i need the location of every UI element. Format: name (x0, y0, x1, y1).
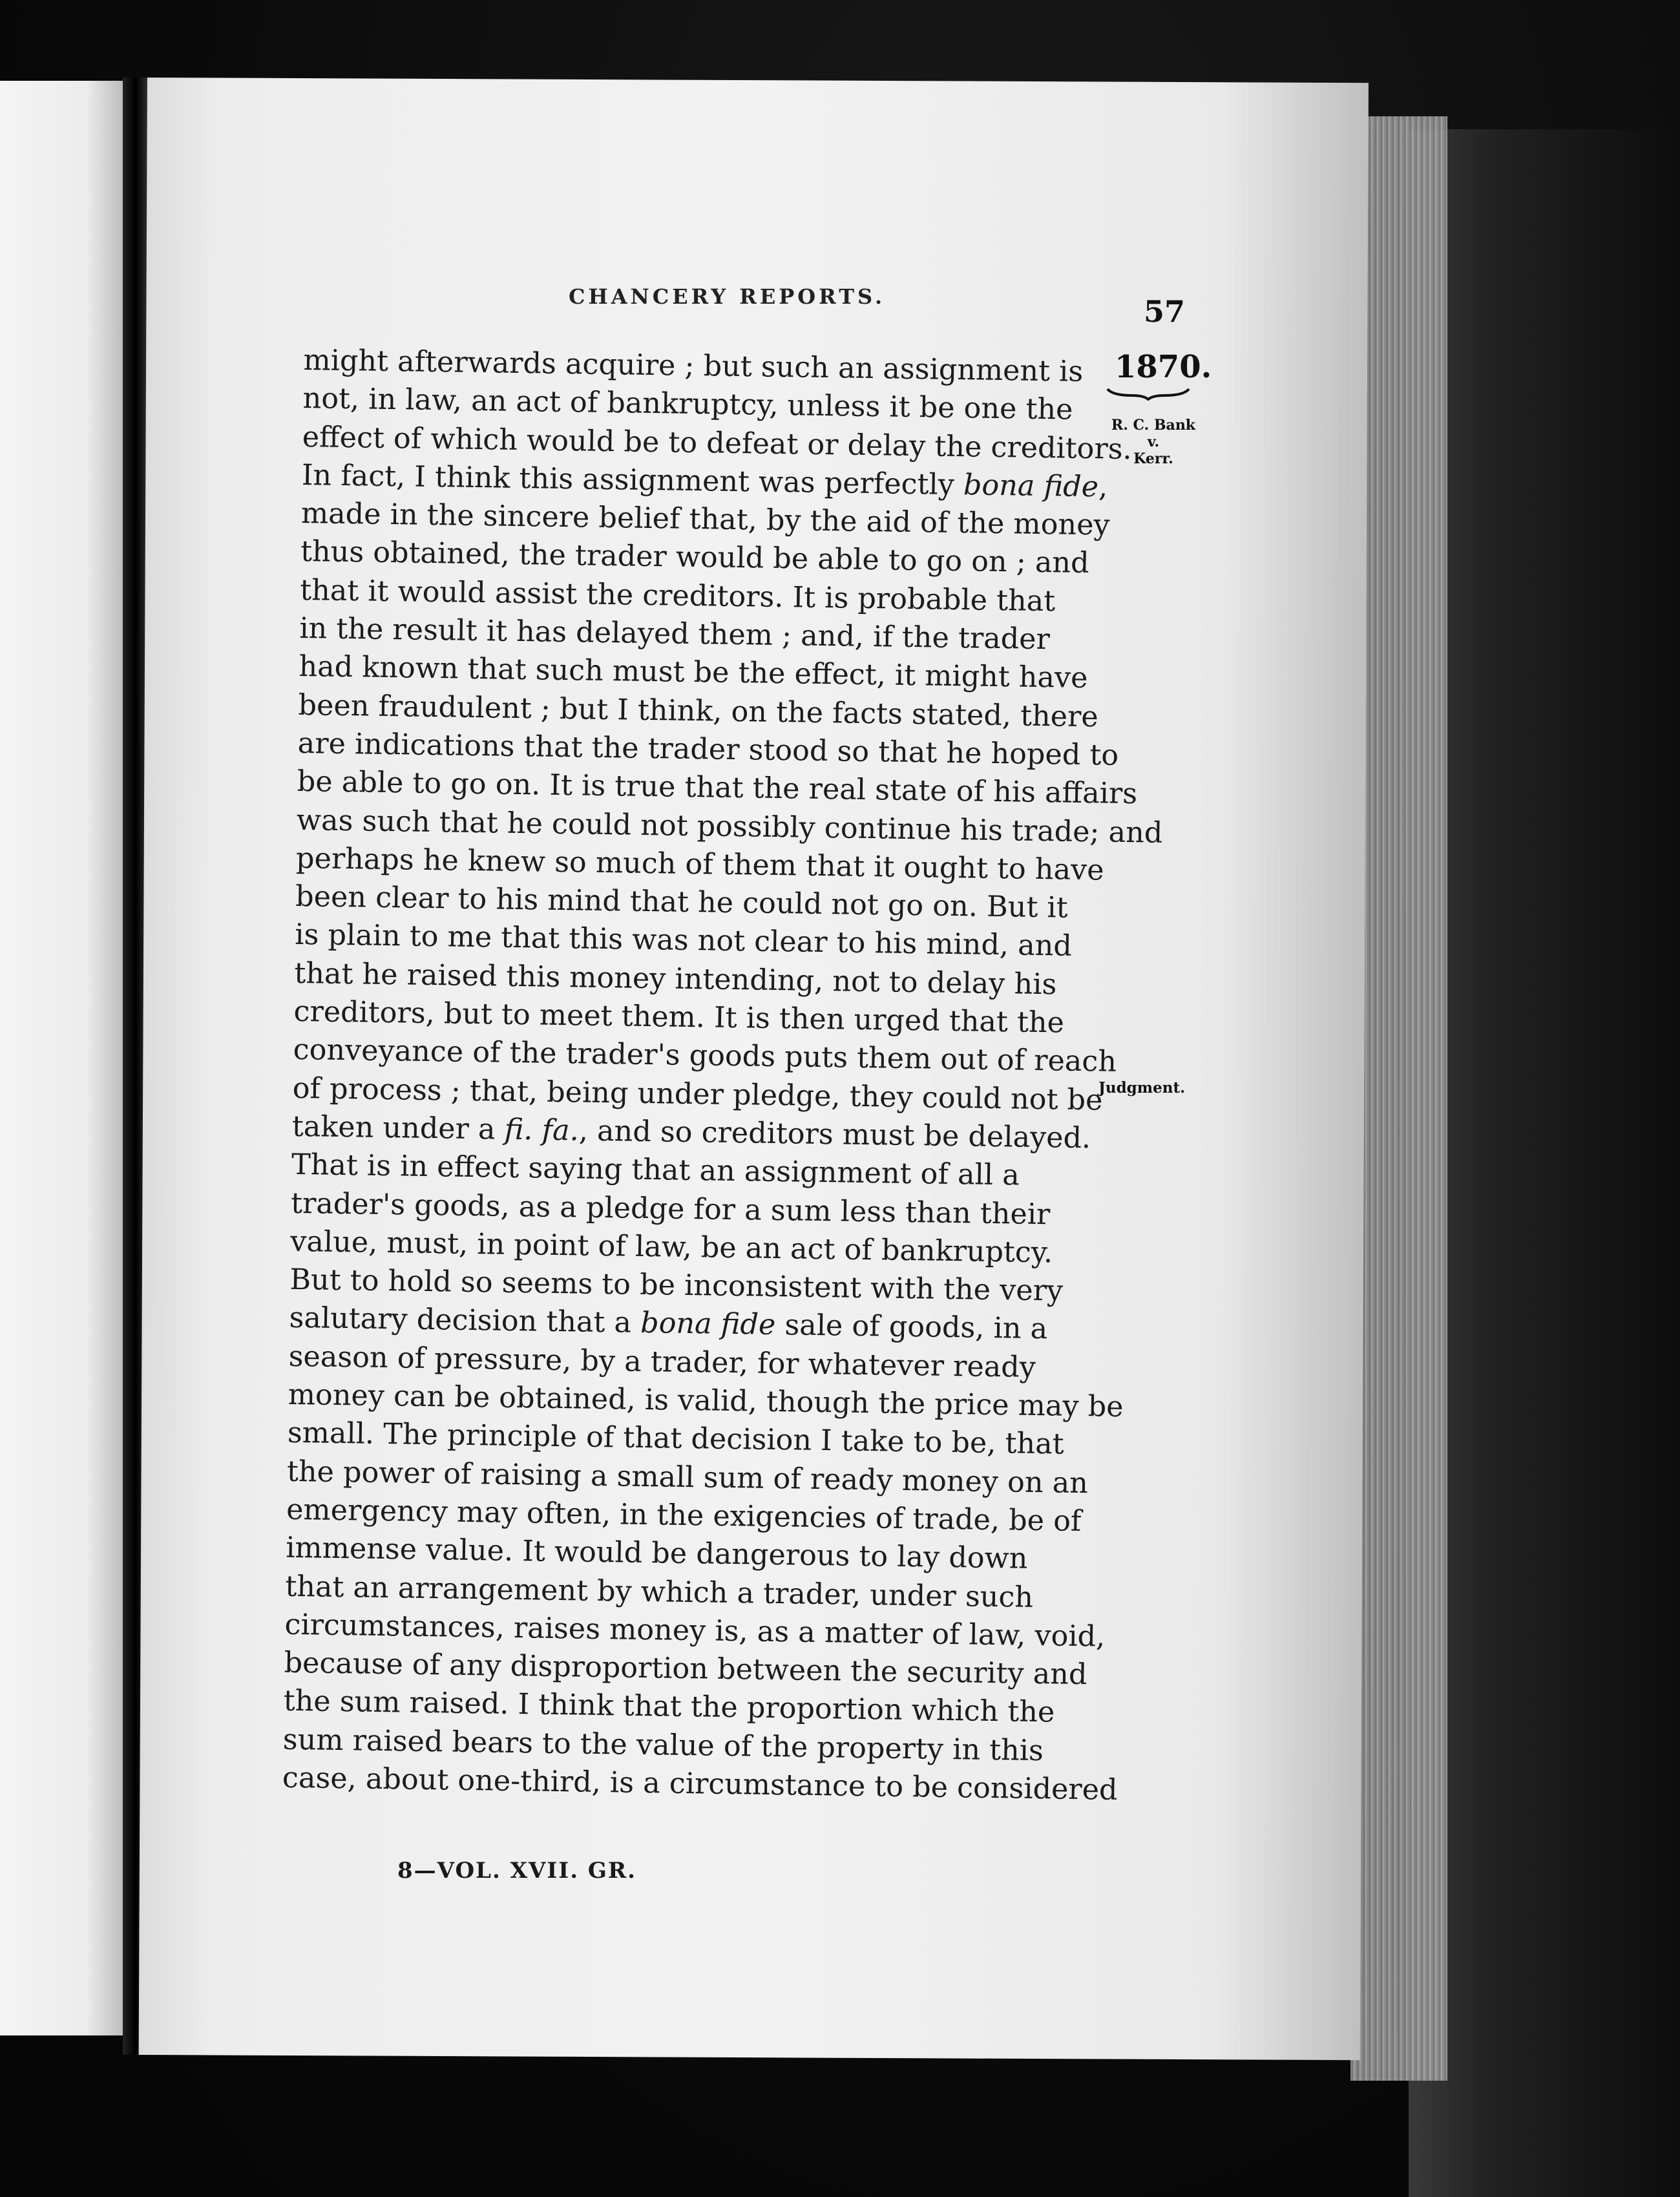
line-text: emergency may often, in the exigencies of trade, be of (286, 1493, 1082, 1538)
line-text: small. The principle of that decision I take to be, that (287, 1416, 1064, 1461)
line-text: that it would assist the creditors. It is probable that (299, 573, 1056, 618)
line-text: of process ; that, being under pledge, they could not be (292, 1071, 1103, 1117)
line-text: value, must, in point of law, be an act of bankruptcy. (289, 1225, 1053, 1270)
line-text: might afterwards acquire ; but such an assignment is (303, 343, 1084, 388)
line-text: circumstances, raises money is, as a matter of law, void, (284, 1608, 1106, 1654)
line-text: sum raised bears to the value of the property in this (282, 1723, 1044, 1767)
case-name-line-2: v. (1147, 434, 1160, 450)
line-text: effect of which would be to defeat or delay the creditors. (302, 420, 1133, 466)
line-text: taken under a (291, 1109, 505, 1146)
body-text (282, 341, 1415, 1814)
line-text: case, about one-third, is a circumstance to be considered (282, 1761, 1118, 1807)
line-text: thus obtained, the trader would be able to go on ; and (300, 535, 1089, 580)
line-text: been clear to his mind that he could not go on. But it (295, 880, 1068, 925)
running-head: CHANCERY REPORTS. (569, 284, 886, 309)
line-text: salutary decision that a (289, 1301, 641, 1340)
line-text: the sum raised. I think that the proportion which the (283, 1685, 1055, 1729)
margin-judgment: Judgment. (1098, 1079, 1186, 1097)
line-text: was such that he could not possibly continue his trade; and (296, 803, 1163, 850)
line-text-continued: sale of goods, in a (775, 1309, 1048, 1346)
line-text: that an arrangement by which a trader, under such (285, 1570, 1034, 1614)
line-text-continued: , and so creditors must be delayed. (578, 1114, 1091, 1155)
line-text: In fact, I think this assignment was perfectly (301, 458, 964, 502)
line-text: perhaps he knew so much of them that it ought to have (295, 841, 1104, 887)
line-text: in the result it has delayed them ; and, if the trader (299, 612, 1051, 657)
facing-page-edge (0, 81, 123, 2035)
line-text: creditors, but to meet them. It is then urged that the (293, 994, 1065, 1040)
margin-year: 1870. (1115, 349, 1212, 385)
page-number: 57 (1144, 294, 1186, 329)
line-text: is plain to me that this was not clear to his mind, and (294, 918, 1073, 963)
line-text: are indications that the trader stood so that he hoped to (297, 726, 1119, 772)
case-name-line-1: R. C. Bank (1111, 417, 1196, 434)
line-text: money can be obtained, is valid, though the price may be (288, 1378, 1124, 1424)
line-text: immense value. It would be dangerous to lay down (285, 1531, 1028, 1576)
case-name-line-3: Kerr. (1133, 450, 1173, 467)
line-italic-text: bona fide (640, 1307, 776, 1342)
line-text: be able to go on. It is true that the real state of his affairs (297, 765, 1138, 811)
line-text-continued: , (1098, 470, 1108, 504)
line-text: made in the sincere belief that, by the aid of the money (300, 497, 1111, 542)
line-text: because of any disproportion between the security and (284, 1646, 1087, 1692)
line-text: But to hold so seems to be inconsistent with the very (289, 1263, 1064, 1308)
line-text: conveyance of the trader's goods puts them out of reach (293, 1033, 1117, 1079)
book-cover-board (1409, 129, 1680, 2197)
line-italic-text: fi. fa. (504, 1113, 580, 1148)
line-text: trader's goods, as a pledge for a sum less than their (290, 1186, 1051, 1231)
line-text: been fraudulent ; but I think, on the facts stated, there (298, 688, 1099, 733)
line-text: That is in effect saying that an assignment of all a (291, 1148, 1020, 1192)
signature-mark: 8—VOL. XVII. GR. (397, 1858, 637, 1884)
line-text: not, in law, an act of bankruptcy, unless it be one the (302, 382, 1073, 426)
line-text: that he raised this money intending, not to delay his (294, 956, 1057, 1002)
line-text: season of pressure, by a trader, for whatever ready (288, 1340, 1036, 1384)
line-text: had known that such must be the effect, it might have (299, 650, 1088, 695)
line-italic-text: bona fide (963, 468, 1099, 504)
line-text: the power of raising a small sum of ready money on an (286, 1455, 1089, 1500)
